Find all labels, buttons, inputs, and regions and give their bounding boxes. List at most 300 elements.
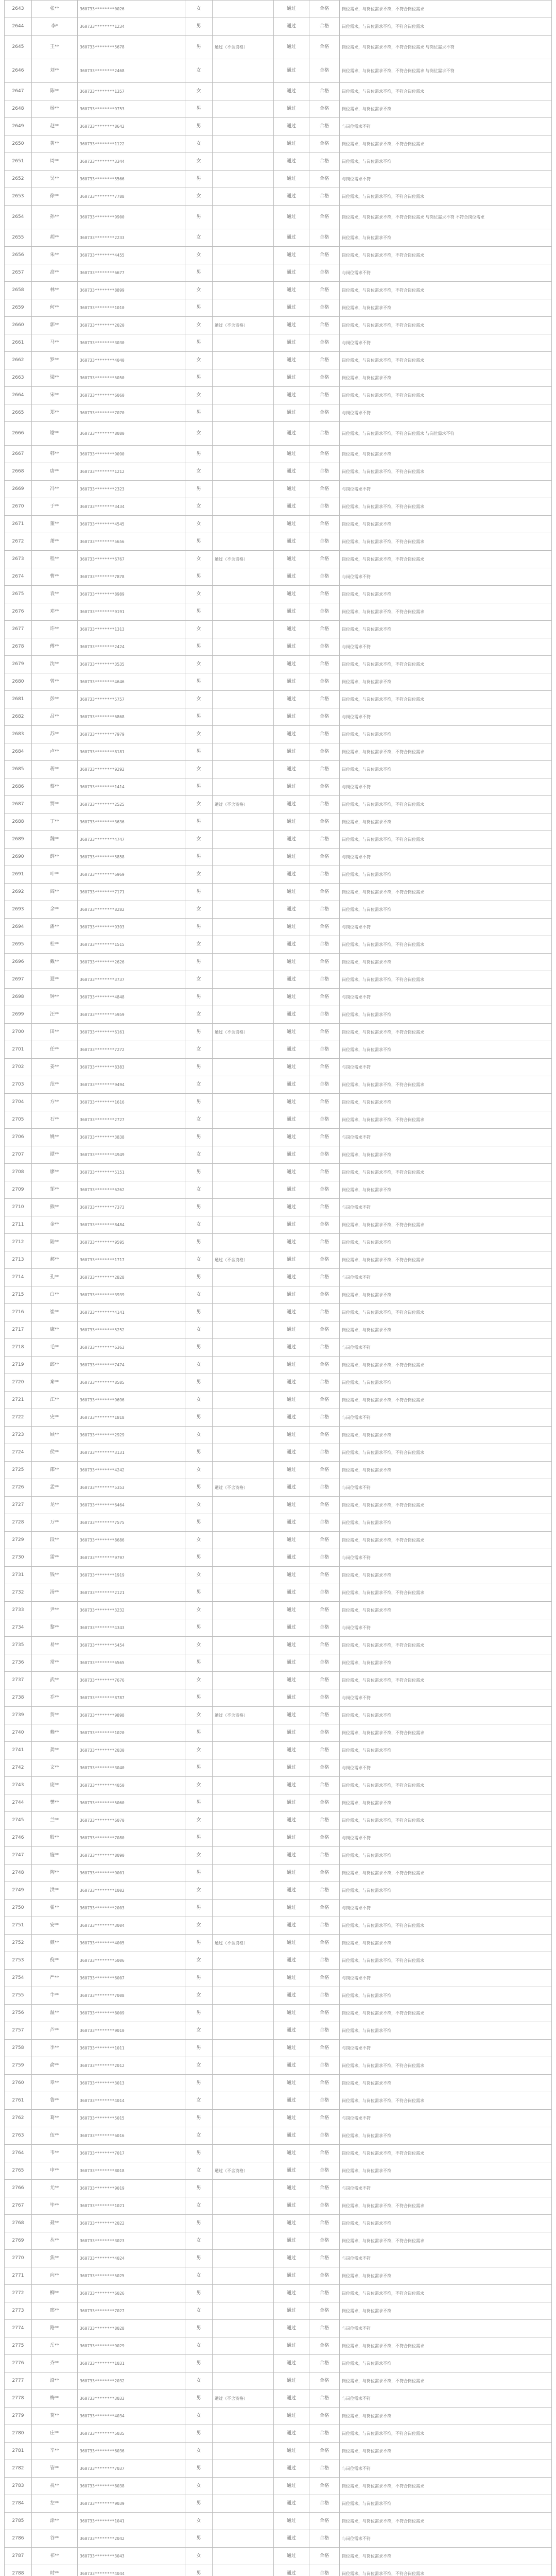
review-result-cell	[213, 299, 274, 317]
pass-status-cell: 通过	[274, 1076, 309, 1094]
remark-cell: 与岗位需求不符	[340, 568, 552, 586]
pass-status-cell: 通过	[274, 1427, 309, 1444]
pass-status-cell: 通过	[274, 1444, 309, 1462]
remark-cell: 岗位需求，与岗位需求不符，不符合岗位需求	[340, 796, 552, 814]
row-number-cell: 2767	[5, 2197, 32, 2215]
table-row	[5, 1146, 552, 1164]
review-result-cell	[213, 1181, 274, 1199]
assessment-cell: 合格	[309, 2425, 340, 2443]
remark-cell: 岗位需求，与岗位需求不符	[340, 1987, 552, 2005]
remark-cell: 岗位需求，与岗位需求不符，不符合岗位需求	[340, 2372, 552, 2390]
review-result-cell	[213, 2127, 274, 2145]
applicant-name-cell: 彭**	[32, 691, 78, 708]
table-row	[5, 1269, 552, 1286]
review-result-cell	[213, 1146, 274, 1164]
id-number-cell: 360733********3033	[78, 2390, 185, 2408]
assessment-cell: 合格	[309, 2565, 340, 2576]
gender-cell: 女	[185, 1427, 213, 1444]
table-row	[5, 1427, 552, 1444]
remark-cell: 岗位需求，与岗位需求不符	[340, 2548, 552, 2565]
gender-cell: 女	[185, 1742, 213, 1759]
id-number-cell: 360733********4005	[78, 1935, 185, 1952]
remark-cell: 与岗位需求不符	[340, 264, 552, 282]
pass-status-cell: 通过	[274, 831, 309, 849]
assessment-cell: 合格	[309, 621, 340, 638]
applicant-name-cell: 梁**	[32, 369, 78, 387]
table-row	[5, 2443, 552, 2460]
pass-status-cell: 通过	[274, 2127, 309, 2145]
remark-cell: 岗位需求，与岗位需求不符，不符合岗位需求	[340, 282, 552, 299]
id-number-cell: 360733********6007	[78, 1970, 185, 1987]
row-number-cell: 2678	[5, 638, 32, 656]
row-number-cell: 2703	[5, 1076, 32, 1094]
pass-status-cell: 通过	[274, 153, 309, 171]
review-result-cell	[213, 1234, 274, 1251]
gender-cell: 女	[185, 1321, 213, 1339]
id-number-cell: 360733********6969	[78, 866, 185, 884]
table-row	[5, 778, 552, 796]
applicant-name-cell: 武**	[32, 1672, 78, 1689]
pass-status-cell: 通过	[274, 1970, 309, 1987]
review-result-cell	[213, 1374, 274, 1392]
table-row	[5, 1707, 552, 1724]
id-number-cell: 360733********8282	[78, 901, 185, 919]
id-number-cell: 360733********0026	[78, 1, 185, 18]
remark-cell: 岗位需求，与岗位需求不符	[340, 1006, 552, 1024]
table-row	[5, 621, 552, 638]
table-row	[5, 761, 552, 778]
applicant-name-cell: 温**	[32, 2005, 78, 2022]
remark-cell: 与岗位需求不符	[340, 1549, 552, 1567]
id-number-cell: 360733********3737	[78, 971, 185, 989]
assessment-cell: 合格	[309, 1637, 340, 1654]
pass-status-cell: 通过	[274, 1777, 309, 1794]
id-number-cell: 360733********3232	[78, 1602, 185, 1619]
review-result-cell	[213, 533, 274, 551]
table-row	[5, 2145, 552, 2162]
assessment-cell: 合格	[309, 153, 340, 171]
id-number-cell: 360733********6565	[78, 1654, 185, 1672]
applicant-name-cell: 石**	[32, 1111, 78, 1129]
applicant-name-cell: 周**	[32, 153, 78, 171]
review-result-cell	[213, 422, 274, 446]
id-number-cell: 360733********1010	[78, 299, 185, 317]
remark-cell: 岗位需求，与岗位需求不符，不符合岗位需求	[340, 1497, 552, 1514]
remark-cell: 岗位需求，与岗位需求不符	[340, 2162, 552, 2180]
row-number-cell: 2764	[5, 2145, 32, 2162]
row-number-cell: 2773	[5, 2302, 32, 2320]
review-result-cell	[213, 1076, 274, 1094]
assessment-cell: 合格	[309, 1321, 340, 1339]
table-row	[5, 1199, 552, 1216]
assessment-cell: 合格	[309, 551, 340, 568]
gender-cell: 男	[185, 2530, 213, 2548]
gender-cell: 女	[185, 621, 213, 638]
review-result-cell	[213, 404, 274, 422]
row-number-cell: 2755	[5, 1987, 32, 2005]
review-result-cell	[213, 2337, 274, 2355]
pass-status-cell: 通过	[274, 463, 309, 481]
row-number-cell: 2698	[5, 989, 32, 1006]
row-number-cell: 2664	[5, 387, 32, 404]
row-number-cell: 2781	[5, 2443, 32, 2460]
row-number-cell: 2700	[5, 1024, 32, 1041]
row-number-cell: 2665	[5, 404, 32, 422]
row-number-cell: 2658	[5, 282, 32, 299]
applicant-name-cell: 管**	[32, 2460, 78, 2478]
applicant-name-cell: 萧**	[32, 533, 78, 551]
review-result-cell	[213, 481, 274, 498]
pass-status-cell: 通过	[274, 1111, 309, 1129]
remark-cell: 与岗位需求不符	[340, 2530, 552, 2548]
table-row	[5, 2180, 552, 2197]
review-result-cell	[213, 1672, 274, 1689]
pass-status-cell: 通过	[274, 1742, 309, 1759]
gender-cell: 男	[185, 1129, 213, 1146]
id-number-cell: 360733********3040	[78, 1759, 185, 1777]
remark-cell: 岗位需求，与岗位需求不符	[340, 1427, 552, 1444]
applicant-name-cell: 何**	[32, 299, 78, 317]
table-row	[5, 422, 552, 446]
remark-cell: 岗位需求，与岗位需求不符	[340, 446, 552, 463]
assessment-cell: 合格	[309, 989, 340, 1006]
table-row	[5, 2285, 552, 2302]
row-number-cell: 2759	[5, 2057, 32, 2075]
table-row	[5, 2513, 552, 2530]
table-row	[5, 1917, 552, 1935]
assessment-cell: 合格	[309, 516, 340, 533]
id-number-cell: 360733********6016	[78, 2127, 185, 2145]
applicant-name-cell: 袁**	[32, 586, 78, 603]
id-number-cell: 360733********3434	[78, 498, 185, 516]
applicant-name-cell: 齐**	[32, 2355, 78, 2372]
remark-cell: 岗位需求，与岗位需求不符	[340, 1847, 552, 1865]
remark-cell: 岗位需求，与岗位需求不符，不符合岗位需求	[340, 1216, 552, 1234]
row-number-cell: 2710	[5, 1199, 32, 1216]
row-number-cell: 2779	[5, 2408, 32, 2425]
pass-status-cell: 通过	[274, 171, 309, 188]
table-row	[5, 352, 552, 369]
remark-cell: 岗位需求，与岗位需求不符，不符合岗位需求	[340, 2478, 552, 2495]
assessment-cell: 合格	[309, 334, 340, 352]
pass-status-cell: 通过	[274, 708, 309, 726]
row-number-cell: 2707	[5, 1146, 32, 1164]
assessment-cell: 合格	[309, 2408, 340, 2425]
applicant-name-cell: 谭**	[32, 1146, 78, 1164]
review-result-cell: 通过（不含资格）	[213, 36, 274, 59]
pass-status-cell: 通过	[274, 971, 309, 989]
table-row	[5, 1111, 552, 1129]
applicant-name-cell: 李*	[32, 18, 78, 36]
row-number-cell: 2721	[5, 1392, 32, 1409]
row-number-cell: 2730	[5, 1549, 32, 1567]
pass-status-cell: 通过	[274, 352, 309, 369]
row-number-cell: 2651	[5, 153, 32, 171]
remark-cell: 与岗位需求不符	[340, 1689, 552, 1707]
row-number-cell: 2741	[5, 1742, 32, 1759]
table-row	[5, 59, 552, 83]
id-number-cell: 360733********8989	[78, 586, 185, 603]
pass-status-cell: 通过	[274, 1549, 309, 1567]
row-number-cell: 2671	[5, 516, 32, 533]
gender-cell: 男	[185, 369, 213, 387]
table-row	[5, 1164, 552, 1181]
row-number-cell: 2726	[5, 1479, 32, 1497]
gender-cell: 男	[185, 1794, 213, 1812]
remark-cell: 岗位需求，与岗位需求不符，不符合岗位需求	[340, 2145, 552, 2162]
review-result-cell	[213, 1847, 274, 1865]
id-number-cell: 360733********9001	[78, 1865, 185, 1882]
remark-cell: 岗位需求，与岗位需求不符，不符合岗位需求	[340, 2197, 552, 2215]
gender-cell: 女	[185, 2057, 213, 2075]
gender-cell: 男	[185, 533, 213, 551]
applicant-name-cell: 陶**	[32, 1865, 78, 1882]
table-row	[5, 2460, 552, 2478]
pass-status-cell: 通过	[274, 2513, 309, 2530]
remark-cell: 与岗位需求不符	[340, 1479, 552, 1497]
assessment-cell: 合格	[309, 1829, 340, 1847]
table-row	[5, 247, 552, 264]
assessment-cell: 合格	[309, 919, 340, 936]
row-number-cell: 2712	[5, 1234, 32, 1251]
id-number-cell: 360733********9010	[78, 2022, 185, 2040]
pass-status-cell: 通过	[274, 2372, 309, 2390]
pass-status-cell: 通过	[274, 533, 309, 551]
gender-cell: 女	[185, 1812, 213, 1829]
id-number-cell: 360733********7575	[78, 1514, 185, 1532]
id-number-cell: 360733********2525	[78, 796, 185, 814]
pass-status-cell: 通过	[274, 691, 309, 708]
applicant-name-cell: 孙**	[32, 206, 78, 229]
id-number-cell: 360733********4242	[78, 1462, 185, 1479]
table-row	[5, 188, 552, 206]
applicant-name-cell: 伍**	[32, 2127, 78, 2145]
pass-status-cell: 通过	[274, 2092, 309, 2110]
remark-cell: 岗位需求，与岗位需求不符	[340, 1462, 552, 1479]
pass-status-cell: 通过	[274, 1462, 309, 1479]
id-number-cell: 360733********9292	[78, 761, 185, 778]
id-number-cell: 360733********6161	[78, 1024, 185, 1041]
assessment-cell: 合格	[309, 726, 340, 743]
review-result-cell	[213, 83, 274, 100]
pass-status-cell: 通过	[274, 2145, 309, 2162]
review-result-cell: 通过（不含资格）	[213, 1251, 274, 1269]
applicant-name-cell: 谷**	[32, 2530, 78, 2548]
gender-cell: 女	[185, 2372, 213, 2390]
id-number-cell: 360733********7878	[78, 568, 185, 586]
row-number-cell: 2646	[5, 59, 32, 83]
row-number-cell: 2775	[5, 2337, 32, 2355]
remark-cell: 岗位需求，与岗位需求不符，不符合岗位需求	[340, 83, 552, 100]
table-row	[5, 2092, 552, 2110]
assessment-cell: 合格	[309, 1742, 340, 1759]
assessment-cell: 合格	[309, 2530, 340, 2548]
remark-cell: 岗位需求，与岗位需求不符	[340, 369, 552, 387]
id-number-cell: 360733********4024	[78, 2250, 185, 2267]
pass-status-cell: 通过	[274, 1497, 309, 1514]
gender-cell: 女	[185, 761, 213, 778]
row-number-cell: 2786	[5, 2530, 32, 2548]
id-number-cell: 360733********9029	[78, 2337, 185, 2355]
assessment-cell: 合格	[309, 884, 340, 901]
assessment-cell: 合格	[309, 1777, 340, 1794]
remark-cell: 岗位需求，与岗位需求不符，不符合岗位需求	[340, 2005, 552, 2022]
assessment-cell: 合格	[309, 282, 340, 299]
assessment-cell: 合格	[309, 2022, 340, 2040]
applicant-name-cell: 余**	[32, 901, 78, 919]
table-row	[5, 1812, 552, 1829]
row-number-cell: 2708	[5, 1164, 32, 1181]
id-number-cell: 360733********8642	[78, 118, 185, 135]
applicant-name-cell: 柳**	[32, 2285, 78, 2302]
applicant-name-cell: 马**	[32, 334, 78, 352]
remark-cell: 岗位需求，与岗位需求不符	[340, 299, 552, 317]
row-number-cell: 2752	[5, 1935, 32, 1952]
review-result-cell	[213, 638, 274, 656]
applicant-name-cell: 祝**	[32, 2478, 78, 2495]
remark-cell: 岗位需求，与岗位需求不符，不符合岗位需求	[340, 1724, 552, 1742]
pass-status-cell: 通过	[274, 1637, 309, 1654]
review-result-cell	[213, 1339, 274, 1357]
remark-cell: 岗位需求，与岗位需求不符，不符合岗位需求	[340, 1304, 552, 1321]
review-result-cell	[213, 1882, 274, 1900]
applicant-name-cell: 康**	[32, 1321, 78, 1339]
row-number-cell: 2656	[5, 247, 32, 264]
remark-cell: 岗位需求，与岗位需求不符	[340, 761, 552, 778]
applicant-name-cell: 沿**	[32, 2372, 78, 2390]
table-row	[5, 2022, 552, 2040]
row-number-cell: 2727	[5, 1497, 32, 1514]
applicant-name-cell: 程**	[32, 551, 78, 568]
gender-cell: 男	[185, 1094, 213, 1111]
row-number-cell: 2691	[5, 866, 32, 884]
id-number-cell: 360733********8090	[78, 1847, 185, 1865]
pass-status-cell: 通过	[274, 1199, 309, 1216]
gender-cell: 男	[185, 2145, 213, 2162]
table-row	[5, 1006, 552, 1024]
applicant-name-cell: 龚**	[32, 1742, 78, 1759]
pass-status-cell: 通过	[274, 2460, 309, 2478]
assessment-cell: 合格	[309, 206, 340, 229]
row-number-cell: 2694	[5, 919, 32, 936]
review-result-cell	[213, 2285, 274, 2302]
pass-status-cell: 通过	[274, 2355, 309, 2372]
row-number-cell: 2704	[5, 1094, 32, 1111]
gender-cell: 男	[185, 1584, 213, 1602]
row-number-cell: 2713	[5, 1251, 32, 1269]
row-number-cell: 2739	[5, 1707, 32, 1724]
table-row	[5, 1, 552, 18]
table-row	[5, 1409, 552, 1427]
remark-cell: 岗位需求，与岗位需求不符	[340, 1286, 552, 1304]
table-row	[5, 171, 552, 188]
assessment-cell: 合格	[309, 1269, 340, 1286]
applicant-name-cell: 张**	[32, 1, 78, 18]
id-number-cell: 360733********6026	[78, 2285, 185, 2302]
remark-cell: 与岗位需求不符	[340, 919, 552, 936]
pass-status-cell: 通过	[274, 2337, 309, 2355]
applicant-name-cell: 钟**	[32, 989, 78, 1006]
assessment-cell: 合格	[309, 422, 340, 446]
row-number-cell: 2688	[5, 814, 32, 831]
review-result-cell	[213, 498, 274, 516]
table-row	[5, 989, 552, 1006]
remark-cell: 岗位需求，与岗位需求不符，不符合岗位需求	[340, 352, 552, 369]
table-row	[5, 1497, 552, 1514]
table-row	[5, 1549, 552, 1567]
pass-status-cell: 通过	[274, 369, 309, 387]
table-row	[5, 206, 552, 229]
row-number-cell: 2716	[5, 1304, 32, 1321]
remark-cell: 岗位需求，与岗位需求不符	[340, 1602, 552, 1619]
review-result-cell	[213, 2372, 274, 2390]
assessment-cell: 合格	[309, 1111, 340, 1129]
pass-status-cell: 通过	[274, 2232, 309, 2250]
review-result-cell	[213, 901, 274, 919]
assessment-cell: 合格	[309, 100, 340, 118]
applicant-name-cell: 江**	[32, 1392, 78, 1409]
applicant-name-cell: 鲁**	[32, 2092, 78, 2110]
review-result-cell	[213, 884, 274, 901]
remark-cell: 岗位需求，与岗位需求不符	[340, 901, 552, 919]
row-number-cell: 2783	[5, 2478, 32, 2495]
table-row	[5, 796, 552, 814]
applicant-name-cell: 卢**	[32, 743, 78, 761]
pass-status-cell: 通过	[274, 1251, 309, 1269]
row-number-cell: 2751	[5, 1917, 32, 1935]
review-result-cell	[213, 1199, 274, 1216]
gender-cell: 女	[185, 498, 213, 516]
gender-cell: 男	[185, 1479, 213, 1497]
applicant-name-cell: 蒋**	[32, 761, 78, 778]
assessment-cell: 合格	[309, 796, 340, 814]
pass-status-cell: 通过	[274, 1286, 309, 1304]
assessment-cell: 合格	[309, 814, 340, 831]
applicant-name-cell: 曾**	[32, 673, 78, 691]
remark-cell: 与岗位需求不符	[340, 1059, 552, 1076]
assessment-cell: 合格	[309, 171, 340, 188]
remark-cell: 岗位需求，与岗位需求不符	[340, 1567, 552, 1584]
table-row	[5, 446, 552, 463]
review-result-cell	[213, 188, 274, 206]
table-row	[5, 849, 552, 866]
pass-status-cell: 通过	[274, 1532, 309, 1549]
id-number-cell: 360733********9900	[78, 206, 185, 229]
id-number-cell: 360733********8899	[78, 282, 185, 299]
gender-cell: 女	[185, 1707, 213, 1724]
pass-status-cell: 通过	[274, 2075, 309, 2092]
gender-cell: 女	[185, 135, 213, 153]
assessment-cell: 合格	[309, 936, 340, 954]
pass-status-cell: 通过	[274, 100, 309, 118]
applicant-name-cell: 王**	[32, 36, 78, 59]
remark-cell: 岗位需求，与岗位需求不符，不符合岗位需求	[340, 884, 552, 901]
applicant-name-cell: 高**	[32, 264, 78, 282]
table-row	[5, 317, 552, 334]
table-row	[5, 2372, 552, 2390]
pass-status-cell: 通过	[274, 118, 309, 135]
row-number-cell: 2702	[5, 1059, 32, 1076]
id-number-cell: 360733********8484	[78, 1216, 185, 1234]
id-number-cell: 360733********5959	[78, 1006, 185, 1024]
gender-cell: 男	[185, 2355, 213, 2372]
assessment-cell: 合格	[309, 387, 340, 404]
row-number-cell: 2737	[5, 1672, 32, 1689]
applicant-name-cell: 庄**	[32, 2425, 78, 2443]
applicant-name-cell: 郝**	[32, 1251, 78, 1269]
remark-cell: 与岗位需求不符	[340, 2460, 552, 2478]
remark-cell: 岗位需求，与岗位需求不符，不符合岗位需求	[340, 691, 552, 708]
